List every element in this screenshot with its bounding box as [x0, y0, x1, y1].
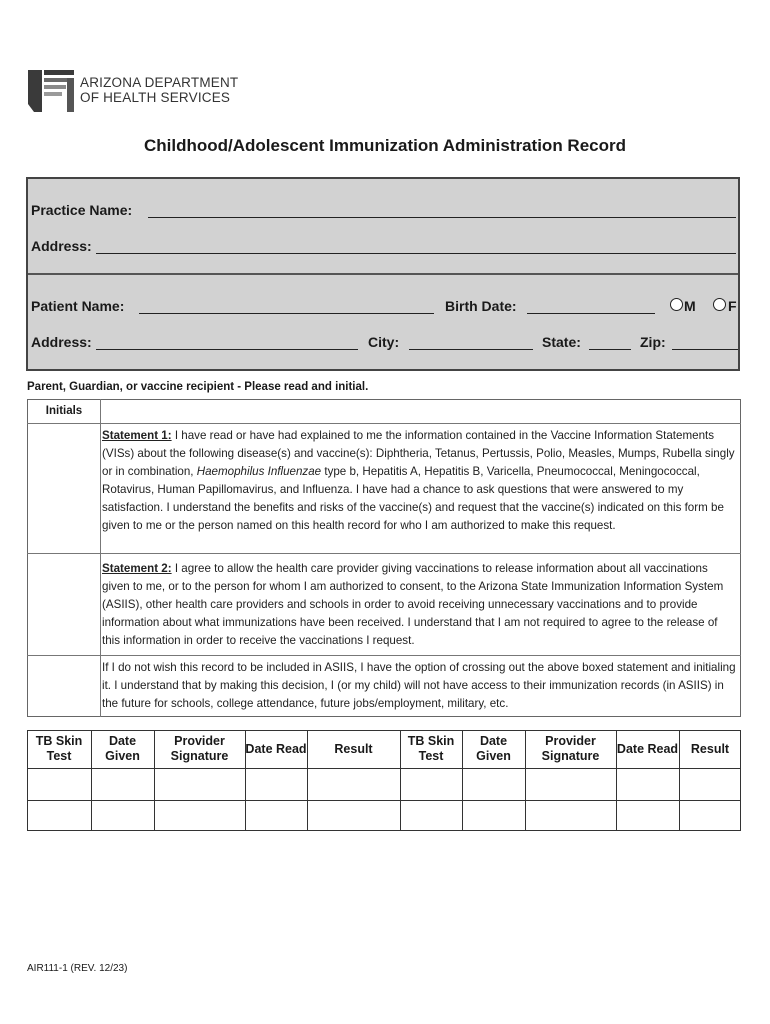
state-field[interactable]: [589, 335, 631, 350]
city-field[interactable]: [409, 335, 533, 350]
statement1-label: Statement 1:: [102, 429, 172, 442]
tb-header-cell: Provider Signature: [170, 734, 229, 763]
tb-header-cell: Result: [690, 741, 730, 756]
state-label: State:: [542, 334, 581, 350]
statement1-text: [102, 427, 738, 535]
statement2-text: [102, 560, 738, 650]
org-name: [80, 75, 238, 105]
zip-label: Zip:: [640, 334, 666, 350]
tb-entry-cell[interactable]: [617, 769, 678, 799]
tb-entry-cell[interactable]: [680, 769, 740, 799]
adhs-logo-icon: [28, 70, 74, 112]
org-name-line1: ARIZONA DEPARTMENT: [80, 75, 239, 90]
sex-m-radio[interactable]: [670, 298, 683, 311]
practice-name-field[interactable]: [148, 203, 736, 218]
consent-instruction: Parent, Guardian, or vaccine recipient - Please read and initial.: [27, 381, 369, 393]
optout-initials-cell[interactable]: [28, 656, 99, 716]
statement1-row-divider: [27, 553, 741, 554]
header-row-divider: [27, 423, 741, 424]
tb-header-cell: TB Skin Test: [35, 734, 83, 763]
statement1-body-b: type b, Hepatitis A, Hepatitis B, Varicella, Pneumococcal, Meningococcal, Rotavirus, Human Papillomavirus, and Influenza. I have had a chance to ask questions that were answered to my satisfaction. I understand the benefits and risks of the vaccine(s) and request that the vaccine(s) indicated on this form be given to me or the person named on this health record for who I am authorized to make this request.: [102, 465, 724, 532]
statement2-body: I agree to allow the health care provider giving vaccinations to release information about all vaccinations given to me, or to the person for whom I am authorized to consent, to the Arizona State Immunization Information System (ASIIS), other health care providers and schools in order to avoid receiving unnecessary vaccinations and to provide information about what immunizations have been received. I understand that I am not required to agree to the release of this information in order to receive the vaccinations I request.: [102, 562, 724, 647]
statement2-label: Statement 2:: [102, 562, 172, 575]
patient-address-field[interactable]: [96, 335, 358, 350]
tb-entry-cell[interactable]: [463, 801, 524, 830]
tb-entry-cell[interactable]: [155, 801, 244, 830]
statement2-initials-cell[interactable]: [28, 554, 99, 654]
sex-m-label: M: [684, 298, 696, 314]
statement1-italic: Haemophilus Influenzae: [196, 465, 322, 478]
zip-field[interactable]: [672, 335, 738, 350]
sex-f-radio[interactable]: [713, 298, 726, 311]
patient-name-label: Patient Name:: [31, 298, 125, 314]
tb-entry-cell[interactable]: [155, 769, 244, 799]
tb-header-cell: Provider Signature: [541, 734, 600, 763]
tb-entry-cell[interactable]: [28, 801, 90, 830]
page-title: Childhood/Adolescent Immunization Administration Record: [144, 136, 626, 155]
initials-column-divider: [100, 399, 101, 717]
patient-name-field[interactable]: [139, 299, 434, 314]
tb-header-cell: Date Read: [245, 741, 307, 756]
org-name-line2: OF HEALTH SERVICES: [80, 90, 231, 105]
tb-entry-cell[interactable]: [401, 801, 461, 830]
birth-date-field[interactable]: [527, 299, 655, 314]
tb-header-cell: Date Given: [476, 734, 511, 763]
statement1-body-a: I have read or have had explained to me the information contained in the Vaccine Information Statements (VISs) about the following disease(s) and vaccine(s): Diphtheria, Tetanus, Pertussis, Polio, Measles, Mumps, Rubella singly or in combination,: [102, 429, 735, 478]
sex-f-label: F: [728, 298, 737, 314]
optout-text: If I do not wish this record to be included in ASIIS, I have the option of crossing out the above boxed statement and initialing it. I understand that by making this decision, I (or my child) will not have access to their immunization records (in ASIIS) in the future for schools, college attendance, future jobs/employment, military, etc.: [102, 661, 736, 710]
tb-entry-cell[interactable]: [617, 801, 678, 830]
tb-header-cell: Date Given: [105, 734, 140, 763]
tb-entry-cell[interactable]: [246, 801, 306, 830]
tb-entry-cell[interactable]: [308, 801, 399, 830]
city-label: City:: [368, 334, 400, 350]
tb-entry-cell[interactable]: [308, 769, 399, 799]
tb-entry-cell[interactable]: [526, 801, 615, 830]
info-box-divider: [28, 273, 738, 275]
initials-header: Initials: [45, 405, 83, 417]
patient-address-label: Address:: [31, 334, 92, 350]
statement1-initials-cell[interactable]: [28, 424, 99, 552]
tb-entry-cell[interactable]: [463, 769, 524, 799]
birth-date-label: Birth Date:: [445, 298, 517, 314]
practice-name-label: Practice Name:: [31, 202, 133, 218]
form-id: AIR111-1 (REV. 12/23): [27, 963, 128, 974]
tb-header-cell: TB Skin Test: [407, 734, 455, 763]
practice-address-field[interactable]: [96, 239, 736, 254]
tb-entry-cell[interactable]: [401, 769, 461, 799]
statement2-row-divider: [27, 655, 741, 656]
tb-header-cell: Date Read: [616, 741, 679, 756]
tb-header-cell: Result: [334, 741, 373, 756]
tb-entry-cell[interactable]: [246, 769, 306, 799]
practice-address-label: Address:: [31, 238, 92, 254]
tb-entry-cell[interactable]: [92, 801, 153, 830]
tb-entry-cell[interactable]: [92, 769, 153, 799]
tb-entry-cell[interactable]: [526, 769, 615, 799]
tb-entry-cell[interactable]: [680, 801, 740, 830]
tb-entry-cell[interactable]: [28, 769, 90, 799]
